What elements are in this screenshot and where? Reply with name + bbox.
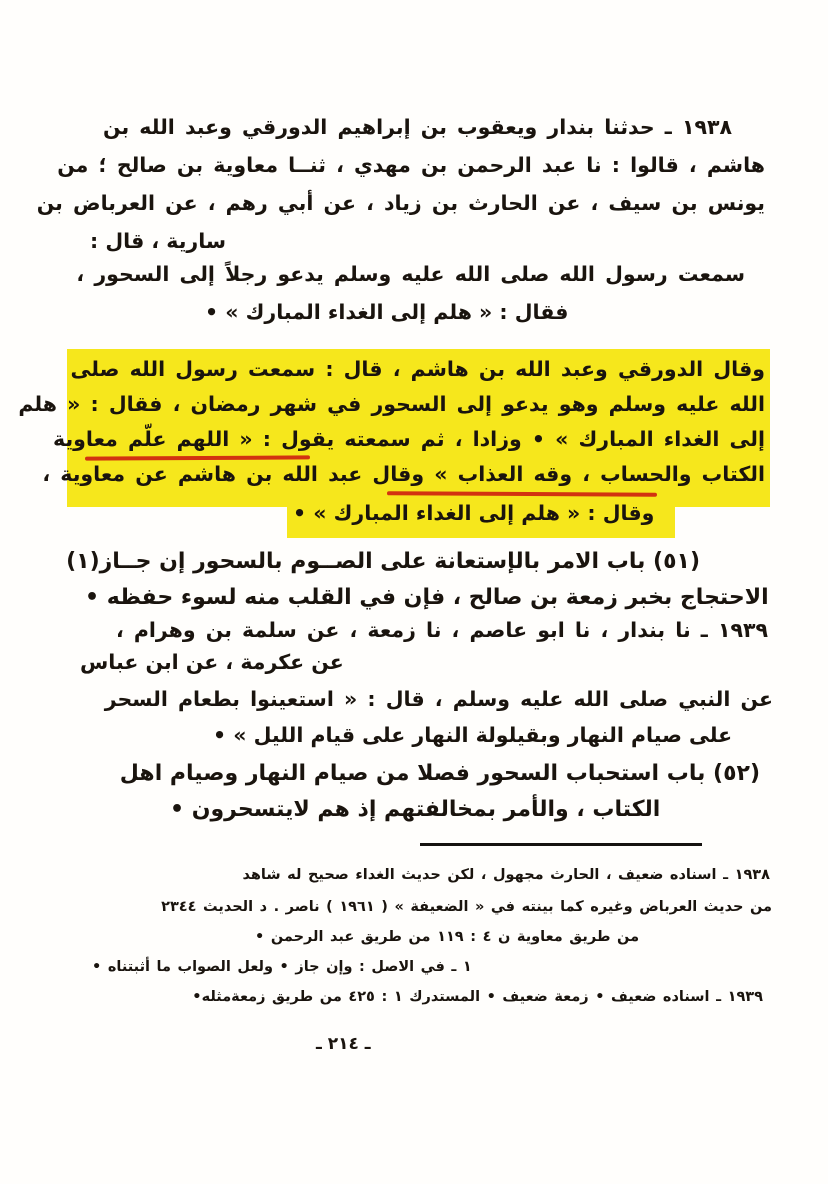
hadith-1939-line-1: ١٩٣٩ ـ نا بندار ، نا ابو عاصم ، نا زمعة ، عن سلمة بن وهرام ، bbox=[115, 618, 768, 642]
chapter-51-heading-line-2: الاحتجاج بخبر زمعة بن صالح ، فإن في القلب منه لسوء حفظه • bbox=[85, 585, 769, 610]
footnote-1938-line-1: ١٩٣٨ ـ اسناده ضعيف ، الحارث مجهول ، لكن حديث الغداء صحيح له شاهد bbox=[242, 867, 770, 883]
footnote-separator-rule bbox=[420, 843, 702, 846]
highlighted-line-3: إلى الغداء المبارك » • وزادا ، ثم سمعته يقول : « اللهم علّم معاوية bbox=[53, 427, 765, 451]
highlighted-line-5: وقال : « هلم إلى الغداء المبارك » • bbox=[293, 501, 655, 525]
page-number: ـ ٢١٤ ـ bbox=[316, 1034, 371, 1054]
chapter-51-heading-line-1: (٥١) باب الامر بالإستعانة على الصــوم بالسحور إن جــاز(١) bbox=[66, 549, 700, 574]
highlighted-line-4: الكتاب والحساب ، وقه العذاب » وقال عبد الله بن هاشم عن معاوية ، bbox=[42, 462, 765, 486]
hadith-1938-line-3: يونس بن سيف ، عن الحارث بن زياد ، عن أبي رهم ، عن العرباض بن bbox=[36, 191, 765, 215]
hadith-1939-matn-line-1: عن النبي صلى الله عليه وسلم ، قال : « استعينوا بطعام السحر bbox=[104, 687, 773, 711]
footnote-1939-line: ١٩٣٩ ـ اسناده ضعيف • زمعة ضعيف • المستدرك ١ : ٤٢٥ من طريق زمعةمثله• bbox=[192, 989, 763, 1005]
footnote-1938-line-3: من طريق معاوية ن ٤ : ١١٩ من طريق عبد الرحمن • bbox=[255, 929, 640, 945]
hadith-1938-matn-line-2: فقال : « هلم إلى الغداء المبارك » • bbox=[205, 300, 569, 324]
hadith-1939-line-2: عن عكرمة ، عن ابن عباس bbox=[80, 650, 344, 674]
footnote-1938-line-2: من حديث العرباض وغيره كما بينته في « الضعيفة » ( ١٩٦١ ) ناصر . د الحديث ٢٣٤٤ bbox=[161, 899, 772, 915]
hadith-1938-matn-line-1: سمعت رسول الله صلى الله عليه وسلم يدعو رجلاً إلى السحور ، bbox=[76, 262, 745, 286]
highlighted-line-2: الله عليه وسلم وهو يدعو إلى السحور في شهر رمضان ، فقال : « هلم bbox=[18, 392, 765, 416]
hadith-1938-line-2: هاشم ، قالوا : نا عبد الرحمن بن مهدي ، ثنــا معاوية بن صالح ؛ من bbox=[57, 153, 765, 177]
hadith-1938-line-4: سارية ، قال : bbox=[90, 229, 227, 253]
chapter-52-heading-line-1: (٥٢) باب استحباب السحور فصلا من صيام النهار وصيام اهل bbox=[119, 761, 760, 786]
chapter-52-heading-line-2: الكتاب ، والأمر بمخالفتهم إذ هم لايتسحرون • bbox=[170, 797, 661, 822]
highlighted-line-1: وقال الدورقي وعبد الله بن هاشم ، قال : سمعت رسول الله صلى bbox=[70, 357, 765, 381]
footnote-correction-line: ١ ـ في الاصل : وإن جاز • ولعل الصواب ما أثبتناه • bbox=[92, 959, 472, 975]
hadith-1939-matn-line-2: على صيام النهار وبقيلولة النهار على قيام الليل » • bbox=[213, 723, 733, 747]
hadith-1938-line-1: ١٩٣٨ ـ حدثنا بندار ويعقوب بن إبراهيم الدورقي وعبد الله بن bbox=[103, 115, 732, 139]
